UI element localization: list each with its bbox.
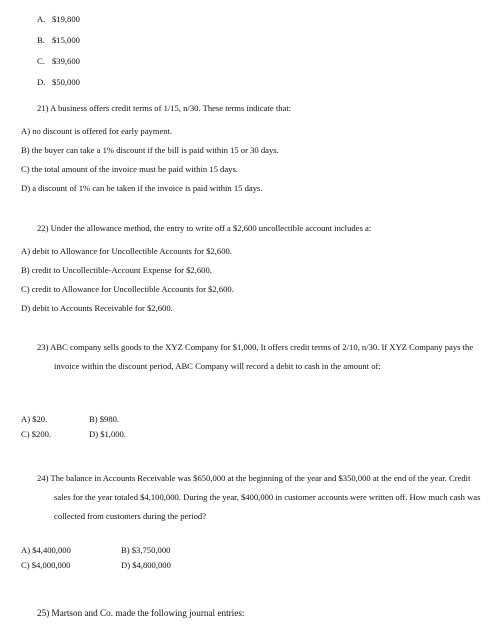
q22-option-b: B) credit to Uncollectible-Account Expense for $2,600. (21, 265, 212, 275)
q21-options (21, 126, 279, 202)
q22-options (21, 246, 234, 322)
q24-option-a: A) $4,400,000 (21, 545, 71, 555)
q24-options (21, 545, 171, 570)
q22-option-c: C) credit to Allowance for Uncollectible Accounts for $2,600. (21, 284, 234, 294)
q24-option-b: B) $3,750,000 (121, 545, 171, 555)
q23-options (21, 414, 126, 439)
q23-option-b: B) $980. (89, 414, 120, 424)
q21-option-a: A) no discount is offered for early payment. (21, 126, 173, 136)
q21-option-d: D) a discount of 1% can be taken if the invoice is paid within 15 days. (21, 183, 263, 193)
q24-option-c: C) $4,000,000 (21, 560, 71, 570)
q20-option-c: C. $39,600 (37, 56, 80, 66)
q23-option-d: D) $1,000. (89, 429, 126, 439)
q22-option-d: D) debit to Accounts Receivable for $2,600. (21, 303, 173, 313)
q20-option-a: A. $19,800 (37, 14, 80, 24)
q23-option-a: A) $20. (21, 414, 48, 424)
q20-options (37, 14, 80, 98)
q22-option-a: A) debit to Allowance for Uncollectible Accounts for $2,600. (21, 246, 232, 256)
q23-option-c: C) $200. (21, 429, 52, 439)
q21-option-b: B) the buyer can take a 1% discount if the bill is paid within 15 or 30 days. (21, 145, 279, 155)
q21-option-c: C) the total amount of the invoice must be paid within 15 days. (21, 164, 238, 174)
q25-question: 25) Martson and Co. made the following journal entries: (37, 608, 245, 618)
q23-question: 23) ABC company sells goods to the XYZ Company for $1,000, It offers credit terms of 2/10, n/30. If XYZ Company pays the invoice within the discount period, ABC Company will record a debit to cash in the amount of: (37, 342, 474, 371)
q20-option-d: D. $50,000 (37, 77, 80, 87)
q24-question: 24) The balance in Accounts Receivable was $650,000 at the beginning of the year and $350,000 at the end of the year. Credit sales for the year totaled $4,100,000. During the year, $400,000 in customer accounts were written off. How much cash was collected from customers during the period? (37, 473, 481, 521)
q22-question: 22) Under the allowance method, the entry to write off a $2,600 uncollectible account includes a: (37, 223, 372, 233)
q21-question: 21) A business offers credit terms of 1/15, n/30. These terms indicate that: (37, 103, 292, 113)
q20-option-b: B. $15,000 (37, 35, 80, 45)
q24-option-d: D) $4,800,000 (121, 560, 171, 570)
